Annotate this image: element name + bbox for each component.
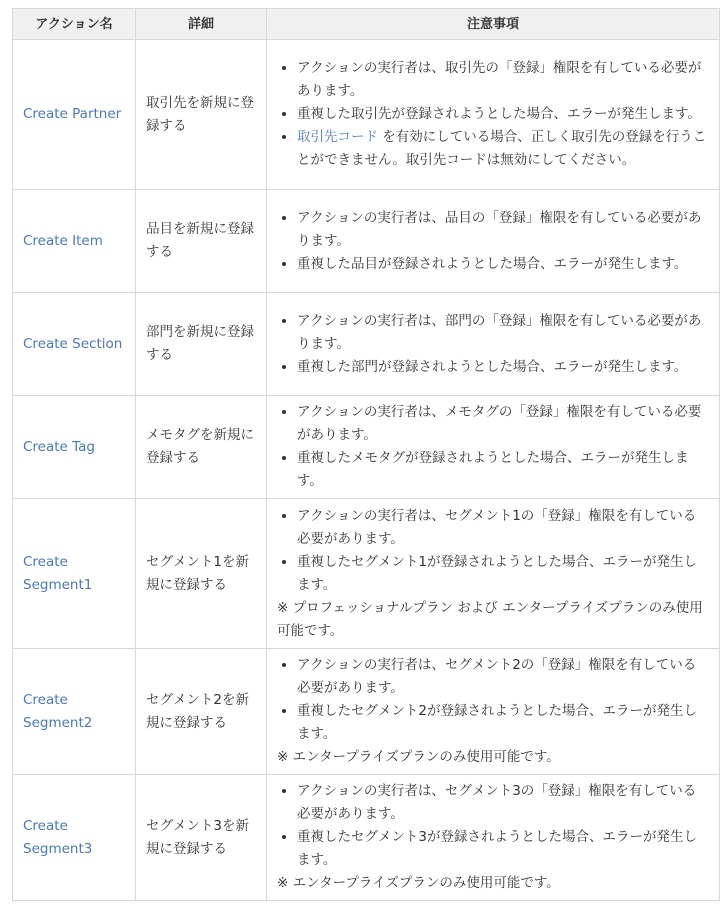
note-item: • アクションの実行者は、メモタグの「登録」権限を有している必要があります。 <box>297 401 709 447</box>
table-row <box>13 190 720 293</box>
table-row <box>13 40 720 190</box>
action-link-create-tag[interactable]: Create Tag <box>23 438 96 455</box>
actions-table <box>12 8 720 901</box>
action-name-cell <box>13 649 136 775</box>
plan-footnote: ※ エンタープライズプランのみ使用可能です。 <box>277 875 560 891</box>
note-item: • アクションの実行者は、セグメント1の「登録」権限を有している必要があります。 <box>297 505 709 551</box>
table-header-row <box>13 9 720 40</box>
action-name-cell <box>13 499 136 649</box>
action-link-create-segment1[interactable]: Create Segment1 <box>23 553 93 593</box>
action-notes <box>267 293 720 396</box>
header-notes: 注意事項 <box>267 9 720 40</box>
notes-list <box>277 207 709 276</box>
action-name-cell <box>13 40 136 190</box>
note-item: • 重複したセグメント2が登録されようとした場合、エラーが発生します。 <box>297 700 709 746</box>
action-name-cell <box>13 293 136 396</box>
notes-list <box>277 401 709 493</box>
notes-list <box>277 57 709 172</box>
action-detail: セグメント3を新規に登録する <box>136 775 267 901</box>
note-item: • 重複したセグメント1が登録されようとした場合、エラーが発生します。 <box>297 551 709 597</box>
note-item: • アクションの実行者は、品目の「登録」権限を有している必要があります。 <box>297 207 709 253</box>
action-link-create-section[interactable]: Create Section <box>23 335 123 352</box>
action-name-cell <box>13 190 136 293</box>
table-row <box>13 499 720 649</box>
action-link-create-item[interactable]: Create Item <box>23 232 103 249</box>
action-link-create-segment3[interactable]: Create Segment3 <box>23 817 93 857</box>
action-notes <box>267 396 720 499</box>
note-item: • 重複した品目が登録されようとした場合、エラーが発生します。 <box>297 253 709 276</box>
table-row <box>13 649 720 775</box>
action-link-create-partner[interactable]: Create Partner <box>23 106 122 122</box>
plan-footnote: ※ プロフェッショナルプラン および エンタープライズプランのみ使用可能です。 <box>277 599 703 639</box>
action-detail: 部門を新規に登録する <box>136 293 267 396</box>
table-row <box>13 293 720 396</box>
action-notes <box>267 40 720 190</box>
partner-code-link[interactable]: 取引先コード <box>297 129 378 145</box>
table-row <box>13 775 720 901</box>
note-item: • 重複した取引先が登録されようとした場合、エラーが発生します。 <box>297 103 709 126</box>
action-detail: メモタグを新規に登録する <box>136 396 267 499</box>
note-item: • 重複した部門が登録されようとした場合、エラーが発生します。 <box>297 356 709 379</box>
action-detail: セグメント1を新規に登録する <box>136 499 267 649</box>
action-name-cell <box>13 396 136 499</box>
action-detail: 取引先を新規に登録する <box>136 40 267 190</box>
note-item: • 重複したセグメント3が登録されようとした場合、エラーが発生します。 <box>297 826 709 872</box>
note-item <box>297 126 709 172</box>
header-action-name: アクション名 <box>13 9 136 40</box>
action-notes <box>267 499 720 649</box>
action-detail: セグメント2を新規に登録する <box>136 649 267 775</box>
note-text: を有効にしている場合、正しく取引先の登録を行うことができません。取引先コードは無効にしてください。 <box>297 129 707 168</box>
action-notes <box>267 649 720 775</box>
plan-footnote: ※ エンタープライズプランのみ使用可能です。 <box>277 749 560 765</box>
notes-list <box>277 505 709 597</box>
note-item: • アクションの実行者は、セグメント3の「登録」権限を有している必要があります。 <box>297 780 709 826</box>
header-detail: 詳細 <box>136 9 267 40</box>
action-link-create-segment2[interactable]: Create Segment2 <box>23 691 93 731</box>
action-notes <box>267 775 720 901</box>
action-detail: 品目を新規に登録する <box>136 190 267 293</box>
notes-list <box>277 780 709 872</box>
note-item: • 重複したメモタグが登録されようとした場合、エラーが発生します。 <box>297 447 709 493</box>
note-item: • アクションの実行者は、取引先の「登録」権限を有している必要があります。 <box>297 57 709 103</box>
note-item: • アクションの実行者は、セグメント2の「登録」権限を有している必要があります。 <box>297 654 709 700</box>
action-notes <box>267 190 720 293</box>
notes-list <box>277 310 709 379</box>
notes-list <box>277 654 709 746</box>
table-row <box>13 396 720 499</box>
action-name-cell <box>13 775 136 901</box>
note-item: • アクションの実行者は、部門の「登録」権限を有している必要があります。 <box>297 310 709 356</box>
